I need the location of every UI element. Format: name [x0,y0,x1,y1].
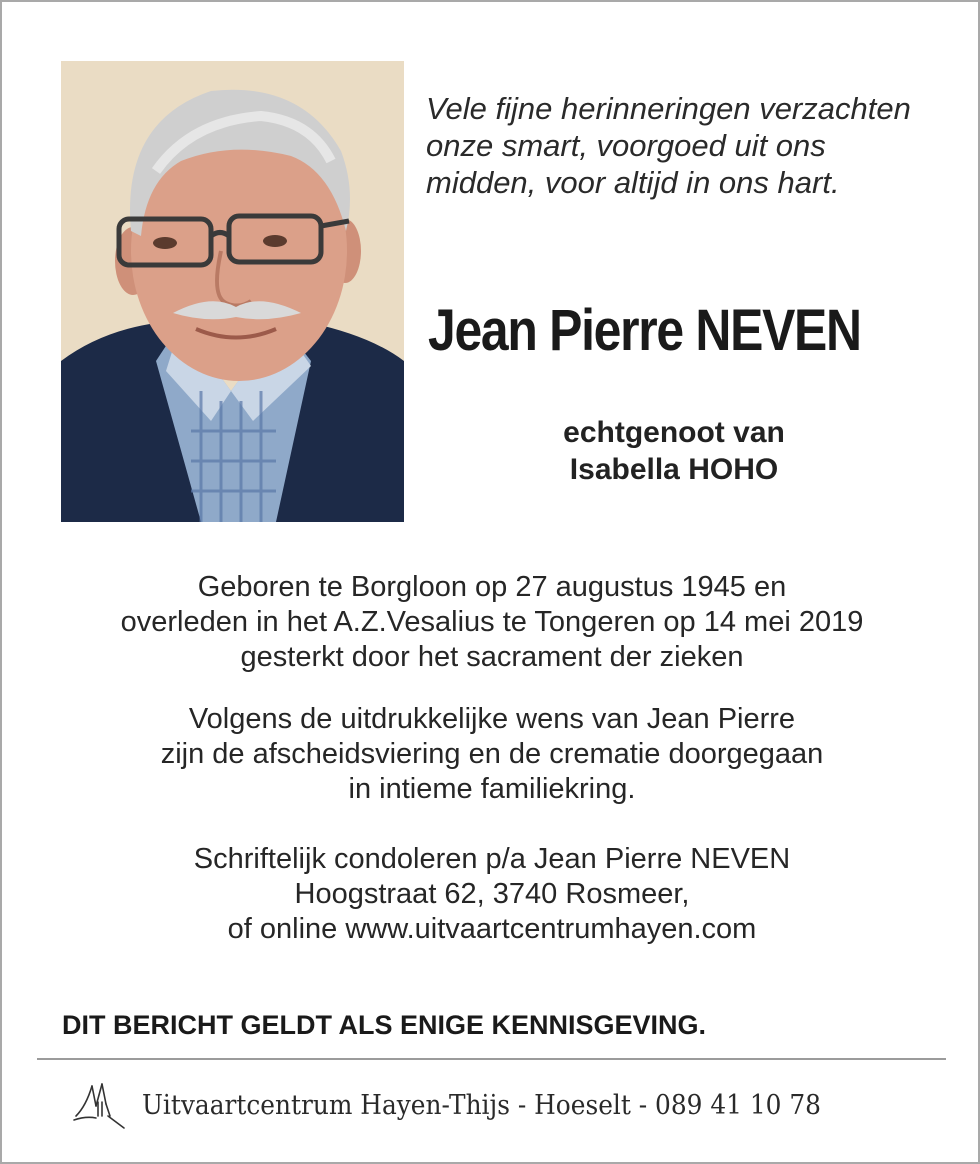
funeral-home-logo-icon [72,1076,128,1132]
quote-line: onze smart, voorgoed uit ons [426,128,826,163]
funeral-home-info: Uitvaartcentrum Hayen-Thijs - Hoeselt - 089 41 10 78 [142,1090,821,1121]
paragraph-line: Volgens de uitdrukkelijke wens van Jean Pierre [188,703,796,735]
paragraph-line: gesterkt door het sacrament der zieken [240,641,744,673]
divider [37,1058,946,1060]
portrait-photo [61,61,404,522]
paragraph-line: of online www.uitvaartcentrumhayen.com [227,913,757,945]
quote-line: midden, voor altijd in ons hart. [426,165,840,200]
paragraph-line: in intieme familiekring. [348,773,636,805]
notice-text: DIT BERICHT GELDT ALS ENIGE KENNISGEVING. [62,1010,707,1040]
paragraph-line: Schriftelijk condoleren p/a Jean Pierre NEVEN [193,843,791,875]
paragraph-line: Geboren te Borgloon op 27 augustus 1945 en [197,571,787,603]
relation-label: echtgenoot van [563,416,785,449]
spouse-info [474,414,874,488]
memorial-quote [426,90,946,201]
spouse-name: Isabella HOHO [569,453,779,486]
paragraph-line: zijn de afscheidsviering en de crematie doorgegaan [160,738,824,770]
paragraph-line: Hoogstraat 62, 3740 Rosmeer, [294,878,690,910]
birth-death-paragraph [2,570,980,675]
deceased-name: Jean Pierre NEVEN [428,298,861,363]
condolences-paragraph [2,842,980,947]
quote-line: Vele fijne herinneringen verzachten [426,91,911,126]
paragraph-line: overleden in het A.Z.Vesalius te Tongeren op 14 mei 2019 [120,606,864,638]
ceremony-paragraph [2,702,980,807]
